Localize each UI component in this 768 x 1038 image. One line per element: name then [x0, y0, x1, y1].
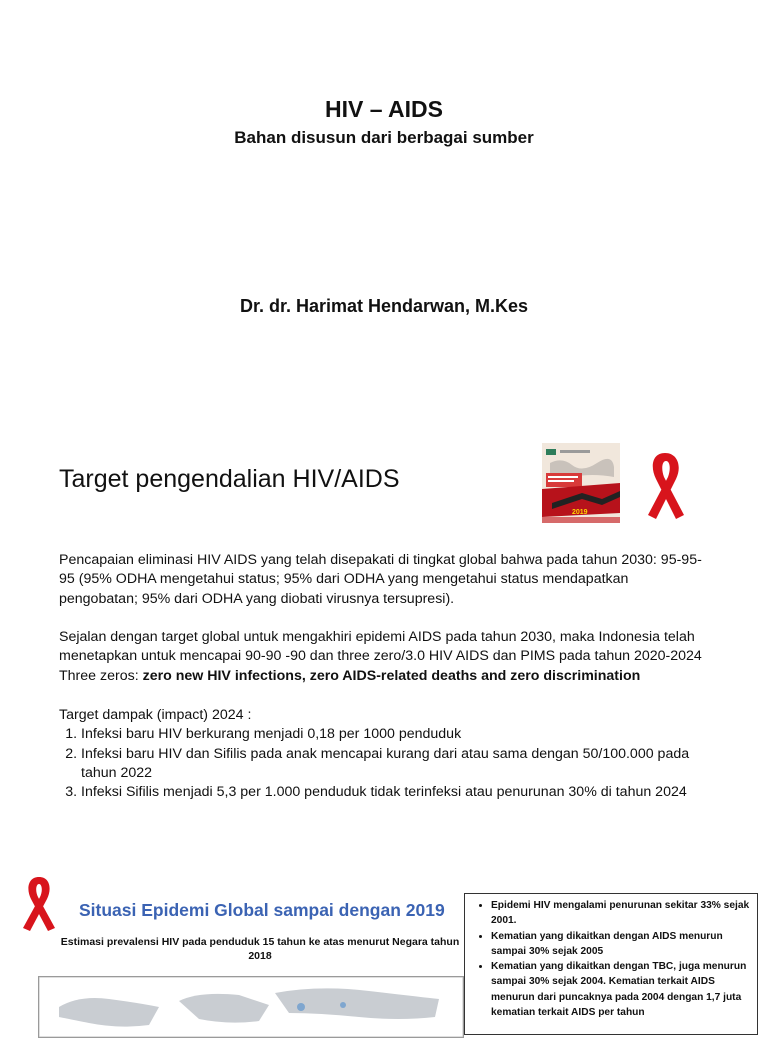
three-zeros-label: Three zeros: — [59, 667, 143, 684]
fact-item: • Kematian yang dikaitkan dengan AIDS menurun sampai 30% sejak 2005 — [491, 929, 751, 960]
three-zeros-value: zero new HIV infections, zero AIDS-related deaths and zero discrimination — [142, 667, 641, 684]
world-prevalence-map — [38, 976, 464, 1038]
paragraph-indonesia-text: Sejalan dengan target global untuk mengakhiri epidemi AIDS pada tahun 2030, maka Indonesia telah menetapkan untuk mencapai 90-90 -90 dan three zero/3.0 HIV AIDS dan PIMS pada tahun 2020-2024 — [59, 629, 702, 665]
facts-list — [465, 898, 757, 1020]
red-ribbon-icon — [628, 447, 703, 525]
paragraph-elimination: Pencapaian eliminasi HIV AIDS yang telah disepakati di tingkat global bahwa pada tahun 2030: 95-95-95 (95% ODHA mengetahui status; 95% dari ODHA yang mengetahui status mendapatkan pengobatan; 95% dari ODHA yang diobati virusnya tersupresi). — [59, 552, 702, 607]
target-item: 2. Infeksi baru HIV dan Sifilis pada anak mencapai kurang dari atau sama dengan 50/100.000 pada tahun 2022 — [81, 745, 709, 784]
targets-list — [59, 725, 709, 802]
map-chart-title: Estimasi prevalensi HIV pada penduduk 15 tahun ke atas menurut Negara tahun 2018 — [60, 936, 460, 962]
fact-item: • Kematian yang dikaitkan dengan TBC, juga menurun sampai 30% sejak 2004. Kematian terkait AIDS menurun dari puncaknya pada 2004 dengan 1,7 juta kematian terkait AIDS per tahun — [491, 959, 751, 1020]
fact-item: • Epidemi HIV mengalami penurunan sekitar 33% sejak 2001. — [491, 898, 751, 929]
impact-targets — [59, 706, 709, 802]
target-item: 1. Infeksi baru HIV berkurang menjadi 0,18 per 1000 penduduk — [81, 725, 709, 744]
paragraph-indonesia-target — [59, 628, 709, 686]
author-name: Dr. dr. Harimat Hendarwan, M.Kes — [239, 296, 529, 316]
epidemic-facts-box — [464, 893, 758, 1035]
section-heading: Target pengendalian HIV/AIDS — [59, 465, 400, 493]
epidemic-section-title: Situasi Epidemi Global sampai dengan 2019 — [79, 900, 445, 920]
impact-targets-intro: Target dampak (impact) 2024 : — [59, 707, 252, 723]
target-item: 3. Infeksi Sifilis menjadi 5,3 per 1.000 penduduk tidak terinfeksi atau penurunan 30% di tahun 2024 — [81, 783, 709, 802]
report-cover-image — [542, 443, 620, 523]
red-ribbon-icon — [8, 873, 70, 935]
slide-subtitle: Bahan disusun dari berbagai sumber — [234, 128, 534, 147]
slide-title: HIV – AIDS — [324, 96, 443, 122]
cover-year: 2019 — [572, 509, 588, 516]
